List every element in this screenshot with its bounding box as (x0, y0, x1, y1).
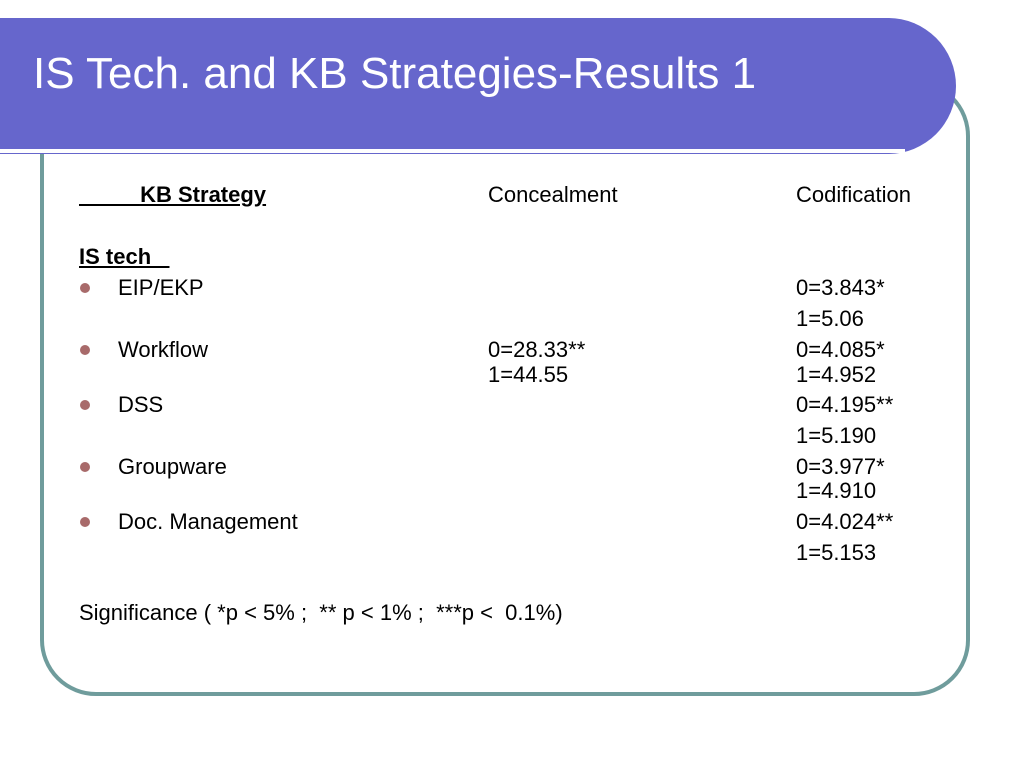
header-codification: Codification (796, 182, 911, 207)
row-label-doc-management: Doc. Management (118, 509, 298, 534)
row-workflow-codification-0: 0=4.085* (796, 337, 885, 362)
slide-title: IS Tech. and KB Strategies-Results 1 (33, 49, 757, 98)
row-doc-management-codification-1: 1=5.153 (796, 540, 877, 565)
row-label-workflow: Workflow (118, 337, 209, 362)
bullet-icon (80, 283, 90, 293)
row-label-dss: DSS (118, 392, 164, 417)
row-eip-ekp-codification-0: 0=3.843* (796, 275, 885, 300)
row-dss-codification-1: 1=5.190 (796, 423, 877, 448)
row-workflow-concealment-0: 0=28.33** (488, 337, 586, 362)
title-underline (0, 149, 905, 153)
row-label-groupware: Groupware (118, 454, 227, 479)
row-workflow-concealment-1: 1=44.55 (488, 362, 569, 387)
row-label-eip-ekp: EIP/EKP (118, 275, 204, 300)
row-workflow-codification-1: 1=4.952 (796, 362, 877, 387)
bullet-icon (80, 517, 90, 527)
header-kb-strategy: KB Strategy (79, 182, 267, 207)
bullet-icon (80, 462, 90, 472)
significance-note: Significance ( *p < 5% ; ** p < 1% ; ***p < 0.1%) (79, 600, 563, 625)
row-groupware-codification-1: 1=4.910 (796, 478, 877, 503)
header-concealment: Concealment (488, 182, 618, 207)
section-label-is-tech: IS tech (79, 244, 170, 269)
row-eip-ekp-codification-1: 1=5.06 (796, 306, 864, 331)
bullet-icon (80, 400, 90, 410)
bullet-icon (80, 345, 90, 355)
row-doc-management-codification-0: 0=4.024** (796, 509, 894, 534)
row-groupware-codification-0: 0=3.977* (796, 454, 885, 479)
row-dss-codification-0: 0=4.195** (796, 392, 894, 417)
